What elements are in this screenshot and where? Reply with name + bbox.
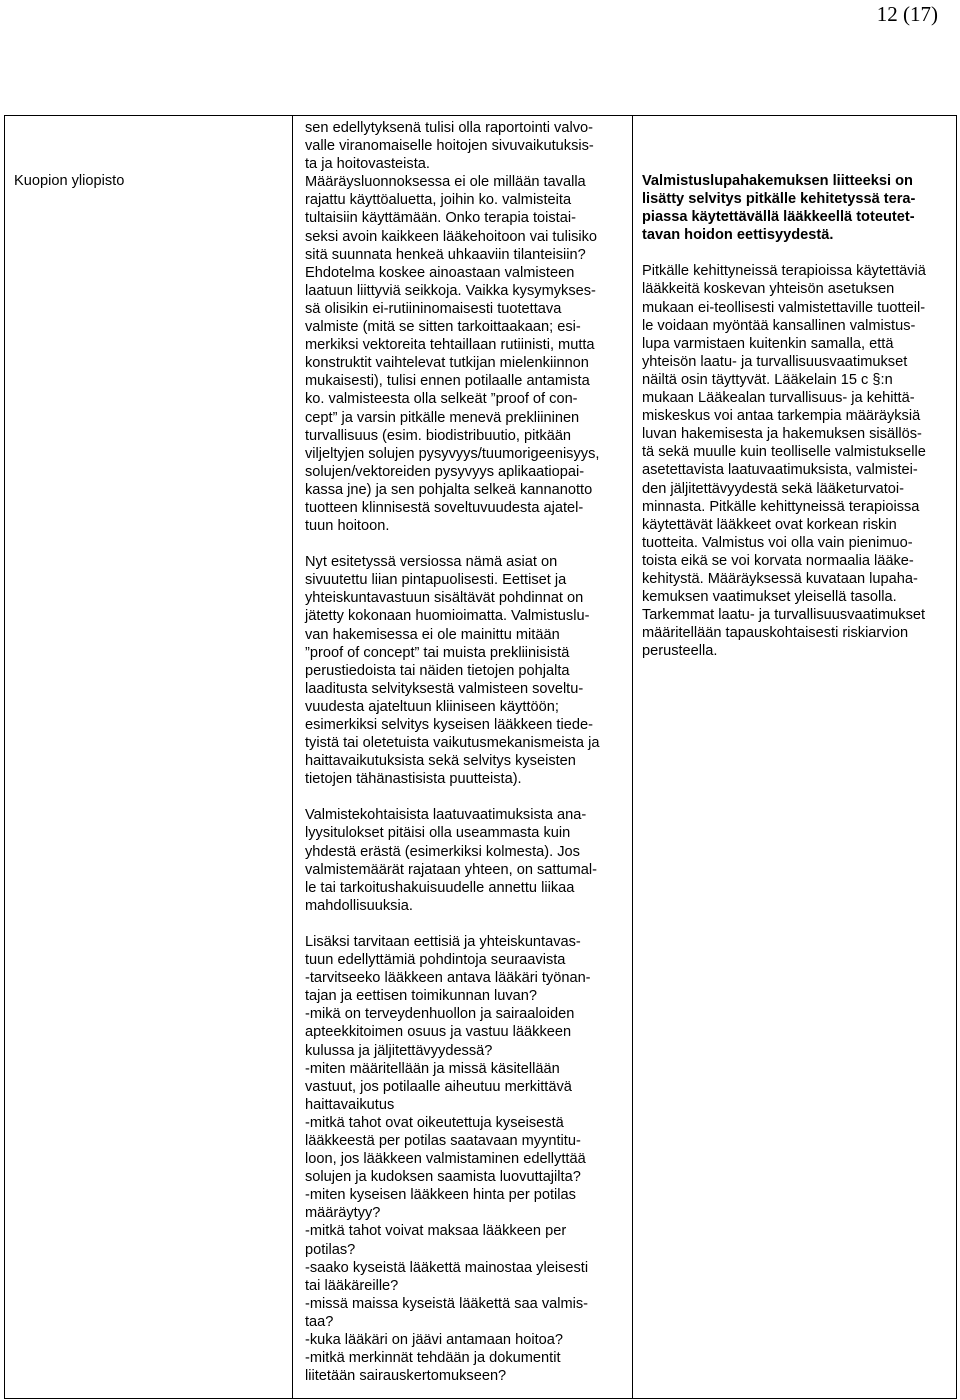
response-cell	[642, 172, 957, 660]
comment-line: tai lääkäreille?	[305, 1277, 399, 1294]
comment-line: lyysitulokset pitäisi olla useammasta kuin	[305, 825, 571, 842]
comment-cell	[305, 119, 635, 1385]
comment-line: solujen/vektoreiden pysyvyys aplikaatiopai-	[305, 463, 585, 480]
comment-line: Ehdotelma koskee ainoastaan valmisteen	[305, 264, 575, 281]
comment-line: ta ja hoitovasteista.	[305, 156, 430, 173]
comment-line: le tai tarkoitushakuisuudelle annettu liikaa	[305, 879, 575, 896]
paragraph-gap	[305, 535, 635, 553]
comment-line: rajattu käyttöaluetta, joihin ko. valmisteita	[305, 192, 572, 209]
comment-line: seksi avoin kaikkeen lääkehoitoon vai tulisiko	[305, 228, 598, 245]
comment-line: ko. valmisteesta olla selkeät ”proof of con-	[305, 391, 578, 408]
comments-table	[4, 115, 957, 1399]
comment-line: merkiksi vektoreita tehtaillaan rutiinisti, mutta	[305, 337, 595, 354]
response-line: Tarkemmat laatu- ja turvallisuusvaatimukset	[642, 607, 926, 624]
response-line: miskeskus voi antaa tarkempia määräyksiä	[642, 408, 921, 425]
response-line: kemuksen vaatimukset yleisellä tasolla.	[642, 589, 897, 606]
comment-line: viljeltyjen solujen pysyvyys/tuumorigeenisyys,	[305, 445, 600, 462]
comment-line: -missä maissa kyseistä lääkettä saa valmis-	[305, 1295, 589, 1312]
column-divider-1	[292, 116, 293, 1398]
comment-line: -mitkä tahot voivat maksaa lääkkeen per	[305, 1223, 567, 1240]
comment-line: tajan ja eettisen toimikunnan luvan?	[305, 988, 538, 1005]
response-line: määritellään tapauskohtaisesti riskiarvion	[642, 625, 909, 642]
comment-line: -mikä on terveydenhuollon ja sairaaloiden	[305, 1006, 575, 1023]
comment-line: mahdollisuuksia.	[305, 897, 413, 914]
comment-line: -mitkä tahot ovat oikeutettuja kyseisestä	[305, 1114, 564, 1131]
response-line: lupa varmistaen kuitenkin samalla, että	[642, 335, 894, 352]
comment-line: tuun hoitoon.	[305, 518, 390, 535]
comment-line: taa?	[305, 1313, 334, 1330]
response-line: perusteella.	[642, 643, 718, 660]
comment-line: tultaisiin käyttämään. Onko terapia toistai-	[305, 210, 576, 227]
response-line: tä sekä muulle kuin teolliselle valmistukselle	[642, 444, 926, 461]
comment-line: -kuka lääkäri on jäävi antamaan hoitoa?	[305, 1332, 563, 1348]
response-line: Pitkälle kehittyneissä terapioissa käytettäviä	[642, 263, 926, 280]
response-line: den jäljitettävyydestä sekä lääketurvatoi-	[642, 480, 905, 497]
response-line: lääkkeitä koskevan yhteisön asetuksen	[642, 281, 895, 298]
comment-line: yhteiskuntavastuun sisältävät pohdinnat on	[305, 590, 584, 607]
paragraph-gap	[305, 788, 635, 806]
response-heading-line: Valmistuslupahakemuksen liitteeksi on	[642, 173, 913, 189]
response-line: käytettävät lääkkeet ovat korkean riskin	[642, 516, 897, 533]
comment-line: valmiste (mitä se sitten tarkoittaakaan; esi-	[305, 319, 581, 336]
comment-line: vuudesta ajateltuun kliiniseen käyttöön;	[305, 698, 559, 715]
comment-line: -miten määritellään ja missä käsitellään	[305, 1060, 560, 1077]
comment-line: sitä suunnata henkeä uhkaaviin tilanteisiin?	[305, 246, 586, 263]
organization-cell	[14, 172, 284, 190]
comment-line: turvallisuus (esim. biodistribuutio, pitkään	[305, 427, 572, 444]
comment-line: ”proof of concept” tai muista prekliinisistä	[305, 644, 570, 661]
comment-line: Määräysluonnoksessa ei ole millään tavalla	[305, 174, 586, 191]
response-line: mukaan Lääkealan turvallisuus- ja kehittä-	[642, 390, 915, 407]
comment-line: haittavaikutuksista sekä selvitys kyseisten	[305, 753, 576, 770]
comment-line: haittavaikutus	[305, 1096, 395, 1113]
response-line: yhteisön laatu- ja turvallisuusvaatimukset	[642, 353, 908, 370]
comment-line: esimerkiksi selvitys kyseisen lääkkeen tiede-	[305, 717, 593, 733]
response-heading	[642, 172, 957, 244]
comment-line: Nyt esitetyssä versiossa nämä asiat on	[305, 554, 558, 571]
comment-line: kulussa ja jäljitettävyydessä?	[305, 1042, 493, 1059]
response-line: asetettavista laatuvaatimuksista, valmistei-	[642, 462, 918, 479]
response-line: näiltä osin täyttyvät. Lääkelain 15 c §:n	[642, 371, 893, 388]
response-line: le voidaan myöntää kansallinen valmistus-	[642, 317, 916, 334]
comment-line: loon, jos lääkkeen valmistaminen edellyttää	[305, 1151, 586, 1168]
comment-line: -mitkä merkinnät tehdään ja dokumentit	[305, 1350, 561, 1367]
comment-line: kassa jne) ja sen pohjalta selkeä kannanotto	[305, 481, 593, 498]
comment-line: -miten kyseisen lääkkeen hinta per potilas	[305, 1187, 576, 1204]
comment-line: tyistä tai oletetuista vaikutusmekanismeista ja	[305, 735, 600, 752]
comment-line: solujen ja kudoksen saamista luovuttajilta?	[305, 1169, 581, 1186]
comment-line: -tarvitseeko lääkkeen antava lääkäri työnan-	[305, 970, 591, 987]
response-line: mukaan ei-teollisesti valmistettaville tuotteil-	[642, 299, 926, 316]
comment-line: valle viranomaiselle hoitojen sivuvaikutuksis-	[305, 138, 594, 155]
comment-line: tuotteen klinnisestä soveltuvuudesta ajatel-	[305, 499, 584, 516]
response-body	[642, 262, 957, 660]
response-heading-line: lisätty selvitys pitkälle kehitetyssä tera-	[642, 191, 916, 208]
response-line: toista eikä se voi korvata normaalia lääke-	[642, 552, 914, 569]
response-line: minnasta. Pitkälle kehittyneissä terapioissa	[642, 498, 920, 515]
comment-line: liitetään sairauskertomukseen?	[305, 1368, 507, 1385]
comment-line: laatuun liittyviä seikkoja. Vaikka kysymykses-	[305, 282, 596, 299]
comment-line: sivuutettu liian pintapuolisesti. Eettiset ja	[305, 572, 567, 589]
comment-line: sä olisikin ei-rutiininomaisesti tuotettava	[305, 300, 562, 317]
comment-line: laaditusta selvityksestä valmisteen soveltu-	[305, 680, 584, 697]
comment-line: yhdestä erästä (esimerkiksi kolmesta). Jos	[305, 843, 580, 860]
comment-line: tuun edellyttämiä pohdintoja seuraavista	[305, 952, 566, 969]
comment-line: Lisäksi tarvitaan eettisiä ja yhteiskuntavas-	[305, 933, 581, 950]
comment-line: sen edellytyksenä tulisi olla raportointi valvo-	[305, 120, 593, 136]
page-number: 12 (17)	[876, 2, 938, 26]
comment-line: valmistemäärät rajataan yhteen, on sattumal-	[305, 861, 598, 878]
comment-line: Valmistekohtaisista laatuvaatimuksista ana-	[305, 807, 587, 824]
comment-line: konstruktit vaihtelevat tutkijan mielenkiinnon	[305, 355, 589, 372]
response-line: tuotteita. Valmistus voi olla vain pienimuo-	[642, 534, 913, 551]
comment-line: apteekkitoimen osuus ja vastuu lääkkeen	[305, 1024, 572, 1041]
response-line: kehitystä. Määräyksessä kuvataan lupaha-	[642, 570, 918, 587]
comment-line: mukaisesti), tulisi ennen potilaalle antamista	[305, 373, 590, 390]
paragraph-gap	[305, 915, 635, 933]
response-heading-line: piassa käytettävällä lääkkeellä toteutet-	[642, 209, 915, 226]
comment-line: van hakemisessa ei ole mainittu mitään	[305, 626, 560, 643]
comment-line: potilas?	[305, 1241, 356, 1258]
comment-line: lääkkeestä per potilas saatavaan myyntitu-	[305, 1132, 581, 1149]
organization-name: Kuopion yliopisto	[14, 173, 125, 189]
comment-line: määräytyy?	[305, 1205, 381, 1222]
response-heading-line: tavan hoidon eettisyydestä.	[642, 227, 834, 244]
comment-line: tietojen tähänastisista puutteista).	[305, 771, 522, 788]
comment-line: vastuut, jos potilaalle aiheutuu merkittävä	[305, 1078, 572, 1095]
comment-line: cept” ja varsin pitkälle menevä prekliininen	[305, 409, 580, 426]
comment-line: perustiedoista tai näiden tietojen pohjalta	[305, 662, 570, 679]
comment-line: jätetty kokonaan huomioimatta. Valmistuslu-	[305, 608, 590, 625]
response-line: luvan hakemisesta ja hakemuksen sisällös-	[642, 426, 922, 443]
comment-line: -saako kyseistä lääkettä mainostaa yleisesti	[305, 1259, 589, 1276]
